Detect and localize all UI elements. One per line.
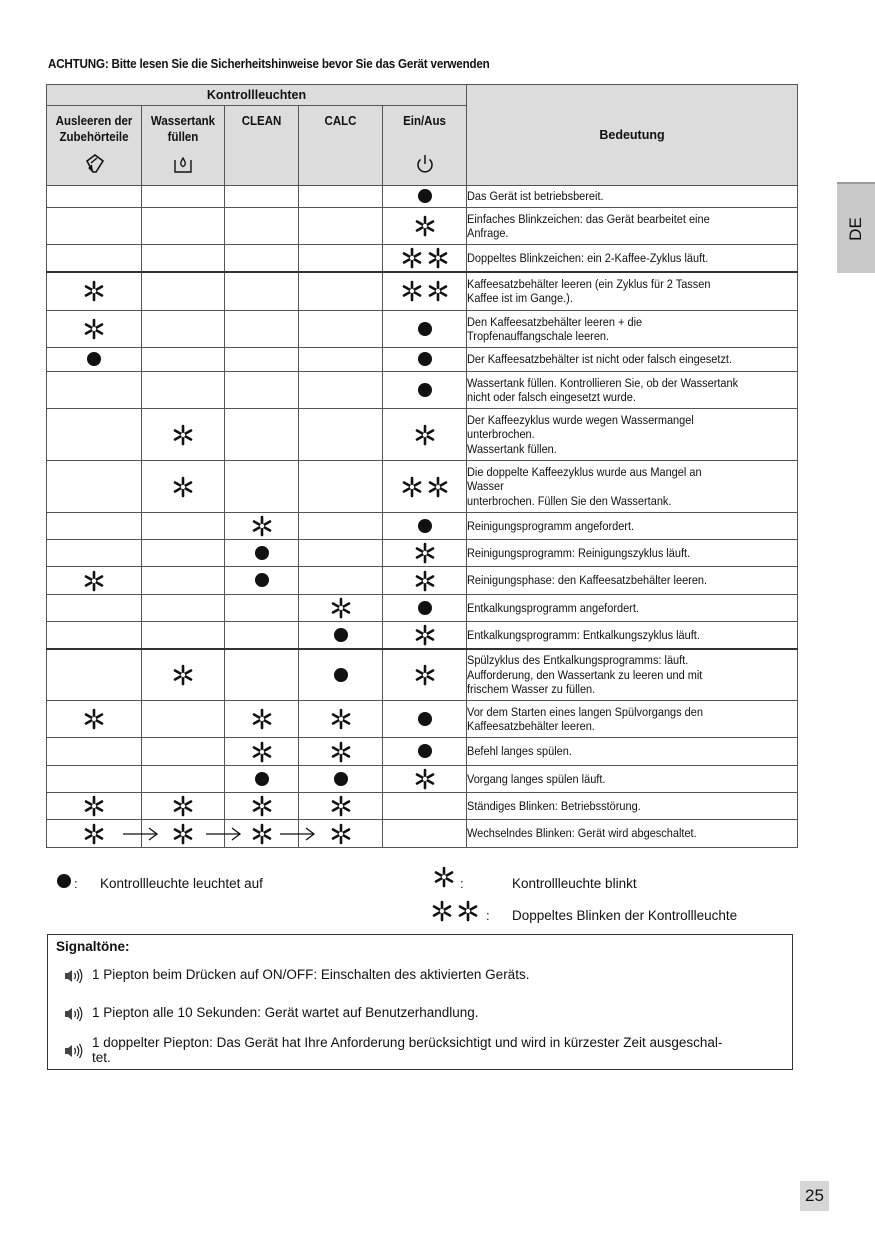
indicator-cell: [142, 649, 225, 701]
meaning-text: Ständiges Blinken: Betriebsstörung.: [467, 798, 641, 813]
light-blink-icon: [427, 476, 449, 498]
indicator-cell: [47, 820, 142, 848]
light-blink-icon: [401, 247, 423, 269]
indicator-cell: [299, 513, 383, 540]
indicator-cell: [383, 595, 467, 622]
signal-item-text: 1 Piepton beim Drücken auf ON/OFF: Einschalten des aktivierten Geräts.: [92, 967, 530, 982]
grounds-container-icon: [47, 152, 141, 179]
indicator-cell: [383, 738, 467, 766]
light-blink-icon: [83, 318, 105, 340]
header-column: [299, 106, 383, 186]
meaning-text: Doppeltes Blinkzeichen: ein 2-Kaffee-Zyklus läuft.: [467, 250, 709, 265]
indicator-cell: [142, 766, 225, 793]
indicator-table: [46, 84, 798, 848]
table-row: [47, 208, 798, 245]
indicator-cell: [299, 311, 383, 348]
indicator-cell: [225, 701, 299, 738]
indicator-cell: [383, 622, 467, 649]
indicator-cell: [383, 567, 467, 595]
indicator-cell: [299, 793, 383, 820]
indicator-cell: [142, 272, 225, 311]
header-column: [383, 106, 467, 186]
indicator-cell: [142, 409, 225, 461]
indicator-cell: [383, 540, 467, 567]
light-blink-icon: [414, 424, 436, 446]
meaning-text: Der Kaffeesatzbehälter ist nicht oder falsch eingesetzt.: [467, 352, 733, 367]
indicator-cell: [142, 793, 225, 820]
meaning-cell: [467, 245, 798, 272]
meaning-text: Reinigungsphase: den Kaffeesatzbehälter leeren.: [467, 573, 708, 588]
table-row: [47, 738, 798, 766]
light-on-icon: [87, 352, 101, 366]
indicator-cell: [47, 622, 142, 649]
indicator-cell: [142, 348, 225, 372]
light-blink-icon: [83, 795, 105, 817]
light-blink-icon: [251, 741, 273, 763]
legend-blink-icon: [433, 866, 455, 888]
light-blink-icon: [172, 823, 194, 845]
table-row: [47, 513, 798, 540]
indicator-cell: [225, 567, 299, 595]
indicator-cell: [142, 622, 225, 649]
indicator-cell: [47, 245, 142, 272]
indicator-cell: [225, 208, 299, 245]
light-blink-icon: [172, 476, 194, 498]
indicator-cell: [142, 567, 225, 595]
indicator-cell: [142, 186, 225, 208]
indicator-cell: [383, 186, 467, 208]
meaning-cell: [467, 622, 798, 649]
meaning-text: Den Kaffeesatzbehälter leeren + die Tropfenauffangschale leeren.: [467, 314, 643, 343]
light-blink-icon: [251, 795, 273, 817]
table-row: [47, 245, 798, 272]
table-row: [47, 567, 798, 595]
table-row: [47, 649, 798, 701]
meaning-cell: [467, 649, 798, 701]
meaning-text: Vorgang langes spülen läuft.: [467, 771, 606, 786]
indicator-cell: [299, 595, 383, 622]
meaning-text: Wechselndes Blinken: Gerät wird abgeschaltet.: [467, 826, 697, 841]
meaning-text: Spülzyklus des Entkalkungsprogramms: läuft. Aufforderung, den Wassertank zu leeren und mit frischem Wasser zu füllen.: [467, 653, 703, 696]
indicator-cell: [47, 649, 142, 701]
indicator-cell: [47, 186, 142, 208]
header-column: [225, 106, 299, 186]
meaning-text: Wassertank füllen. Kontrollieren Sie, ob der Wassertank nicht oder falsch eingesetzt wurde.: [467, 375, 739, 404]
indicator-cell: [47, 738, 142, 766]
table-row: [47, 820, 798, 848]
light-blink-icon: [330, 795, 352, 817]
legend-double-blink-icon: [431, 900, 479, 922]
indicator-cell: [47, 540, 142, 567]
light-on-icon: [334, 668, 348, 682]
indicator-cell: [225, 820, 299, 848]
indicator-cell: [383, 766, 467, 793]
indicator-cell: [383, 513, 467, 540]
light-blink-icon: [172, 664, 194, 686]
light-blink-icon: [83, 570, 105, 592]
meaning-text: Befehl langes spülen.: [467, 744, 572, 759]
meaning-cell: [467, 567, 798, 595]
indicator-cell: [225, 372, 299, 409]
page-number: 25: [800, 1181, 829, 1211]
meaning-text: Einfaches Blinkzeichen: das Gerät bearbeitet eine Anfrage.: [467, 211, 710, 240]
indicator-cell: [299, 372, 383, 409]
meaning-cell: [467, 595, 798, 622]
meaning-cell: [467, 372, 798, 409]
meaning-text: Der Kaffeezyklus wurde wegen Wassermangel unterbrochen. Wassertank füllen.: [467, 412, 694, 456]
indicator-cell: [225, 348, 299, 372]
indicator-cell: [142, 372, 225, 409]
light-blink-icon: [83, 823, 105, 845]
indicator-cell: [225, 272, 299, 311]
speaker-sound-icon: [62, 967, 84, 985]
meaning-cell: [467, 820, 798, 848]
indicator-cell: [47, 372, 142, 409]
meaning-cell: [467, 793, 798, 820]
light-on-icon: [255, 546, 269, 560]
meaning-cell: [467, 409, 798, 461]
legend-on-label: Kontrollleuchte leuchtet auf: [100, 876, 263, 891]
indicator-cell: [225, 461, 299, 513]
indicator-cell: [47, 766, 142, 793]
meaning-text: Die doppelte Kaffeezyklus wurde aus Mangel an Wasser unterbrochen. Füllen Sie den Wassertank.: [467, 464, 702, 508]
light-blink-icon: [414, 624, 436, 646]
header-column-label: CLEAN: [241, 114, 282, 128]
table-row: [47, 540, 798, 567]
legend-double-sep: :: [486, 908, 490, 923]
light-blink-icon: [251, 823, 273, 845]
header-meaning: Bedeutung: [467, 85, 798, 186]
language-tab-label: DE: [846, 216, 865, 241]
signal-item-text: 1 Piepton alle 10 Sekunden: Gerät wartet auf Benutzerhandlung.: [92, 1005, 479, 1020]
meaning-cell: [467, 701, 798, 738]
language-tab: [837, 182, 875, 273]
indicator-cell: [225, 513, 299, 540]
light-on-icon: [334, 628, 348, 642]
table-row: [47, 595, 798, 622]
light-on-icon: [418, 352, 432, 366]
indicator-cell: [225, 793, 299, 820]
light-blink-icon: [330, 823, 352, 845]
indicator-cell: [142, 738, 225, 766]
indicator-cell: [47, 513, 142, 540]
light-blink-icon: [401, 476, 423, 498]
indicator-cell: [299, 540, 383, 567]
light-on-icon: [418, 322, 432, 336]
header-column: [142, 106, 225, 186]
indicator-cell: [225, 245, 299, 272]
legend-blink-label: Kontrollleuchte blinkt: [512, 876, 637, 891]
meaning-cell: [467, 348, 798, 372]
meaning-cell: [467, 461, 798, 513]
indicator-cell: [225, 622, 299, 649]
indicator-cell: [225, 540, 299, 567]
table-row: [47, 272, 798, 311]
light-on-icon: [255, 573, 269, 587]
indicator-cell: [47, 272, 142, 311]
indicator-cell: [383, 311, 467, 348]
indicator-cell: [225, 409, 299, 461]
indicator-cell: [225, 766, 299, 793]
header-column: [47, 106, 142, 186]
indicator-cell: [383, 409, 467, 461]
light-on-icon: [418, 712, 432, 726]
indicator-cell: [47, 793, 142, 820]
light-blink-icon: [414, 542, 436, 564]
meaning-cell: [467, 738, 798, 766]
indicator-cell: [47, 461, 142, 513]
table-row: [47, 622, 798, 649]
light-blink-icon: [172, 795, 194, 817]
speaker-sound-icon: [62, 1042, 84, 1060]
light-blink-icon: [251, 708, 273, 730]
speaker-sound-icon: [62, 1005, 84, 1023]
indicator-cell: [47, 567, 142, 595]
indicator-cell: [299, 461, 383, 513]
meaning-cell: [467, 311, 798, 348]
meaning-cell: [467, 272, 798, 311]
indicator-cell: [383, 348, 467, 372]
light-blink-icon: [83, 708, 105, 730]
indicator-cell: [299, 622, 383, 649]
table-row: [47, 311, 798, 348]
light-on-icon: [418, 601, 432, 615]
header-column-label: Wassertank füllen: [150, 114, 216, 144]
indicator-cell: [47, 348, 142, 372]
meaning-text: Vor dem Starten eines langen Spülvorgangs den Kaffeesatzbehälter leeren.: [467, 704, 703, 733]
light-blink-icon: [414, 570, 436, 592]
light-on-icon: [255, 772, 269, 786]
legend-blink-sep: :: [460, 876, 464, 891]
light-on-icon: [418, 189, 432, 203]
indicator-cell: [383, 245, 467, 272]
indicator-cell: [225, 311, 299, 348]
indicator-cell: [383, 793, 467, 820]
light-on-icon: [418, 383, 432, 397]
indicator-cell: [383, 701, 467, 738]
table-row: [47, 186, 798, 208]
light-on-icon: [418, 744, 432, 758]
light-blink-icon: [83, 280, 105, 302]
indicator-cell: [47, 311, 142, 348]
header-group: Kontrollleuchten: [47, 85, 467, 106]
light-blink-icon: [330, 741, 352, 763]
indicator-cell: [383, 649, 467, 701]
indicator-cell: [299, 272, 383, 311]
header-column-label: CALC: [324, 114, 357, 128]
indicator-cell: [299, 409, 383, 461]
indicator-cell: [299, 766, 383, 793]
indicator-cell: [142, 245, 225, 272]
indicator-cell: [225, 186, 299, 208]
meaning-cell: [467, 208, 798, 245]
indicator-cell: [142, 701, 225, 738]
table-row: [47, 372, 798, 409]
indicator-cell: [299, 245, 383, 272]
meaning-cell: [467, 513, 798, 540]
indicator-cell: [383, 372, 467, 409]
meaning-text: Das Gerät ist betriebsbereit.: [467, 189, 604, 204]
indicator-cell: [225, 649, 299, 701]
indicator-cell: [47, 409, 142, 461]
meaning-text: Reinigungsprogramm: Reinigungszyklus läuft.: [467, 545, 691, 560]
arrow-right-icon: [280, 827, 316, 841]
light-blink-icon: [414, 215, 436, 237]
indicator-cell: [142, 513, 225, 540]
signal-item-text: 1 doppelter Piepton: Das Gerät hat Ihre Anforderung berücksichtigt und wird in kürzester Zeit ausgeschal- tet.: [92, 1035, 723, 1065]
signal-tones-title: Signaltöne:: [56, 939, 130, 954]
indicator-cell: [142, 540, 225, 567]
indicator-cell: [225, 595, 299, 622]
light-on-icon: [418, 519, 432, 533]
light-blink-icon: [414, 664, 436, 686]
meaning-text: Entkalkungsprogramm angefordert.: [467, 600, 639, 615]
table-row: [47, 409, 798, 461]
table-row: [47, 701, 798, 738]
legend-double-label: Doppeltes Blinken der Kontrollleuchte: [512, 908, 738, 923]
indicator-cell: [299, 701, 383, 738]
power-icon: [383, 152, 466, 179]
indicator-cell: [299, 186, 383, 208]
water-tank-icon: [142, 152, 224, 179]
indicator-cell: [142, 461, 225, 513]
indicator-cell: [47, 595, 142, 622]
indicator-cell: [142, 208, 225, 245]
indicator-cell: [299, 567, 383, 595]
light-blink-icon: [427, 280, 449, 302]
indicator-cell: [299, 649, 383, 701]
indicator-cell: [299, 738, 383, 766]
light-blink-icon: [401, 280, 423, 302]
indicator-cell: [47, 208, 142, 245]
legend-on-icon: [57, 874, 71, 888]
table-row: [47, 766, 798, 793]
meaning-cell: [467, 540, 798, 567]
light-blink-icon: [172, 424, 194, 446]
indicator-cell: [299, 348, 383, 372]
light-blink-icon: [251, 515, 273, 537]
indicator-cell: [383, 820, 467, 848]
indicator-cell: [225, 738, 299, 766]
indicator-cell: [383, 461, 467, 513]
light-on-icon: [334, 772, 348, 786]
indicator-cell: [142, 311, 225, 348]
header-column-label: Ein/Aus: [403, 114, 446, 128]
light-blink-icon: [427, 247, 449, 269]
warning-heading: ACHTUNG: Bitte lesen Sie die Sicherheitshinweise bevor Sie das Gerät verwenden: [48, 57, 490, 71]
indicator-cell: [142, 820, 225, 848]
legend-on-sep: :: [74, 876, 78, 891]
meaning-text: Entkalkungsprogramm: Entkalkungszyklus läuft.: [467, 627, 700, 642]
header-column-label: Ausleeren der Zubehörteile: [55, 114, 133, 144]
indicator-cell: [47, 701, 142, 738]
signal-tones-box: [47, 934, 793, 1070]
indicator-cell: [142, 595, 225, 622]
light-blink-icon: [330, 708, 352, 730]
indicator-cell: [383, 208, 467, 245]
table-row: [47, 348, 798, 372]
meaning-text: Kaffeesatzbehälter leeren (ein Zyklus für 2 Tassen Kaffee ist im Gange.).: [467, 276, 711, 306]
table-row: [47, 461, 798, 513]
light-blink-icon: [330, 597, 352, 619]
indicator-cell: [299, 208, 383, 245]
table-row: [47, 793, 798, 820]
meaning-cell: [467, 766, 798, 793]
meaning-cell: [467, 186, 798, 208]
indicator-cell: [383, 272, 467, 311]
light-blink-icon: [414, 768, 436, 790]
meaning-text: Reinigungsprogramm angefordert.: [467, 518, 635, 533]
